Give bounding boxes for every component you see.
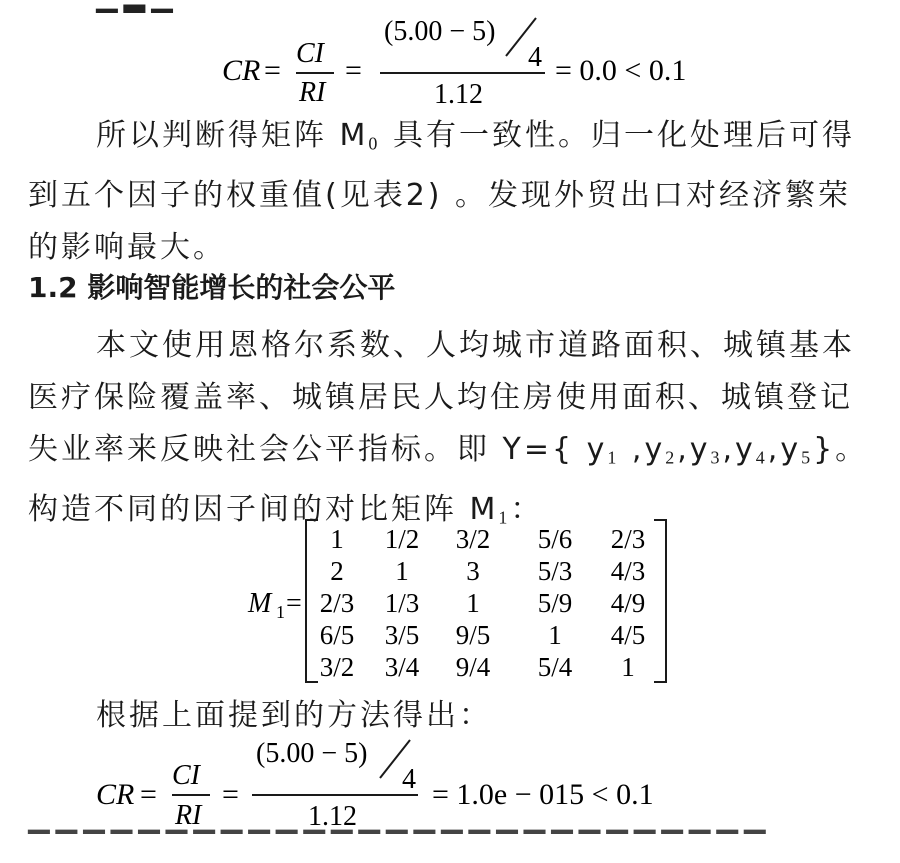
matrix-cell: 3/4 [384, 652, 420, 682]
matrix-cell: 3/2 [455, 524, 491, 554]
eq2-result: = 1.0e − 015 < 0.1 [432, 778, 654, 811]
paragraph-social-fairness: 本文使用恩格尔系数、人均城市道路面积、城镇基本医疗保险覆盖率、城镇居民人均住房使用面积、城镇登记失业率来反映社会公平指标。即 Y={ $y_1$ $,y_2,y_3,y_4,y_5$}。构造不同的因子间的对比矩阵 $M_1$： [28, 328, 869, 527]
matrix-cell: 2/3 [610, 524, 646, 554]
matrix-cell: 1 [395, 556, 409, 586]
matrix-cell: 3/2 [319, 652, 355, 682]
eq2-lhs: CR [96, 778, 135, 811]
matrix-cell: 1/3 [384, 588, 420, 618]
matrix-label: M [248, 588, 272, 619]
eq2-ci: CI [172, 760, 200, 791]
matrix-cell: 3 [466, 556, 480, 586]
matrix-cell: 1 [466, 588, 480, 618]
matrix-cell: 5/4 [537, 652, 573, 682]
cropped-bottom-text: ▔▔▔▔▔▔▔▔▔▔▔▔▔▔▔▔▔▔▔▔▔▔▔▔▔▔▔ [28, 830, 772, 863]
matrix-cell: 4/5 [610, 620, 646, 650]
matrix-cell: 6/5 [319, 620, 355, 650]
eq1-result: = 0.0 < 0.1 [555, 54, 687, 87]
eq2-num-div: 4 [402, 764, 416, 795]
matrix-cell: 2/3 [319, 588, 355, 618]
matrix-cell: 5/3 [537, 556, 573, 586]
section-heading: 1.2 影响智能增长的社会公平 [28, 271, 396, 304]
matrix-m1 [0, 512, 900, 690]
equation-cr-1 [0, 0, 900, 112]
equation-cr-2 [0, 728, 900, 832]
matrix-cell: 9/5 [455, 620, 491, 650]
eq1-num-expr: (5.00 − 5) [384, 16, 496, 47]
svg-text:=: = [345, 54, 362, 87]
matrix-cell: 1 [621, 652, 635, 682]
matrix-cell: 1 [330, 524, 344, 554]
matrix-cell: 5/6 [537, 524, 573, 554]
matrix-cell: 3/5 [384, 620, 420, 650]
eq1-num-div: 4 [528, 42, 542, 73]
matrix-cell: 9/4 [455, 652, 491, 682]
matrix-cell: 1/2 [384, 524, 420, 554]
eq1-den: 1.12 [434, 79, 483, 110]
eq2-num-expr: (5.00 − 5) [256, 738, 368, 769]
eq1-ri: RI [299, 77, 326, 108]
svg-text:=: = [264, 54, 281, 87]
matrix-equals: = [286, 588, 302, 619]
svg-text:=: = [140, 778, 157, 811]
matrix-cell: 2 [330, 556, 344, 586]
svg-text:=: = [222, 778, 239, 811]
eq2-den: 1.12 [308, 801, 357, 832]
matrix-label-sub: 1 [276, 602, 285, 622]
matrix-cell: 1 [548, 620, 562, 650]
matrix-cell: 4/3 [610, 556, 646, 586]
matrix-cell: 5/9 [537, 588, 573, 618]
paragraph-consistency: 所以判断得矩阵 $M_0$ 具有一致性。归一化处理后可得到五个因子的权重值(见表2) 。发现外贸出口对经济繁荣的影响最大。 [28, 118, 855, 265]
matrix-right-bracket [654, 520, 666, 682]
paragraph-method: 根据上面提到的方法得出： [96, 698, 492, 733]
matrix-left-bracket [306, 520, 318, 682]
matrix-cell: 4/9 [610, 588, 646, 618]
eq1-ci: CI [296, 38, 324, 69]
eq2-ri: RI [175, 800, 202, 831]
eq1-lhs: CR [222, 54, 261, 87]
